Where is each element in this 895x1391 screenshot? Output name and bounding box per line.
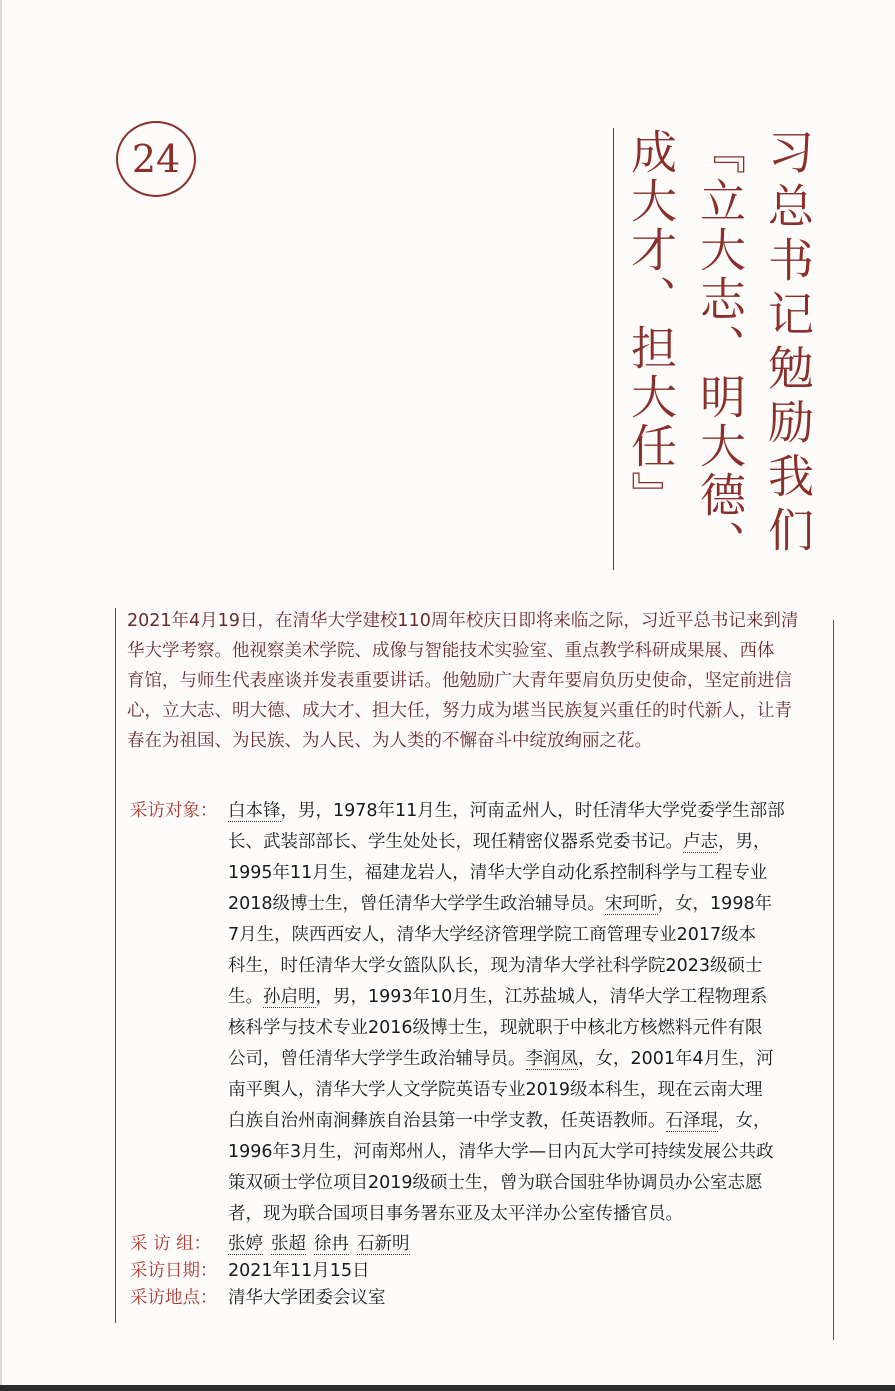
page-bottom-edge xyxy=(0,1385,895,1391)
intro-line: 心，立大志、明大德、成大才、担大任，努力成为堪当民族复兴重任的时代新人，让青 xyxy=(127,701,792,721)
interviewee-text: 白族自治州南涧彝族自治县第一中学支教，任英语教师。 xyxy=(228,1111,666,1131)
interviewee-name: 白本锋 xyxy=(228,801,281,821)
interviewee-text: ，女，2001年4月生，河 xyxy=(578,1049,774,1069)
interviewee-name: 石泽琨 xyxy=(665,1111,718,1131)
title-column-3: 成大才、担大任』 xyxy=(624,128,678,520)
title-column-2: 『立大志、明大德、 xyxy=(693,128,747,569)
interviewee-line xyxy=(228,1199,785,1230)
interviewee-line xyxy=(228,1106,785,1137)
group-member: 徐冉 xyxy=(314,1234,349,1254)
interviewee-text: 长、武装部部长、学生处处长，现任精密仪器系党委书记。 xyxy=(228,832,683,852)
interviewee-text: 科生，时任清华大学女篮队队长，现为清华大学社科学院2023级硕士 xyxy=(228,956,763,976)
left-rule xyxy=(115,608,116,1323)
interviewee-text: 1995年11月生，福建龙岩人，清华大学自动化系控制科学与工程专业 xyxy=(228,863,768,883)
interviewee-text: ，男，1993年10月生，江苏盐城人，清华大学工程物理系 xyxy=(315,987,768,1007)
intro-paragraph xyxy=(127,606,827,756)
interviewee-line xyxy=(228,1044,785,1075)
interviewee-line xyxy=(228,982,785,1013)
date-row xyxy=(130,1258,830,1285)
interviewee-text: 者，现为联合国项目事务署东亚及太平洋办公室传播官员。 xyxy=(228,1204,683,1224)
group-member: 张超 xyxy=(271,1234,306,1254)
place-label: 采访地点： xyxy=(130,1288,218,1308)
interviewee-name: 孙启明 xyxy=(263,987,316,1007)
group-label: 采 访 组： xyxy=(130,1234,212,1254)
title-column-1: 习总书记勉励我们 xyxy=(761,128,815,560)
right-rule xyxy=(833,620,834,1340)
interviewee-text: ，男， xyxy=(718,832,771,852)
interviewee-name: 李润凤 xyxy=(525,1049,578,1069)
page-number-badge: 24 xyxy=(116,121,196,197)
interviewee-text: 7月生，陕西西安人，清华大学经济管理学院工商管理专业2017级本 xyxy=(228,925,757,945)
interviewee-line xyxy=(228,796,785,827)
interviewee-line xyxy=(228,827,785,858)
interviewees-text xyxy=(228,796,785,1230)
interviewee-line xyxy=(228,1013,785,1044)
intro-line: 春在为祖国、为民族、为人民、为人类的不懈奋斗中绽放绚丽之花。 xyxy=(127,731,652,751)
interviewee-line xyxy=(228,1137,785,1168)
intro-line: 2021年4月19日，在清华大学建校110周年校庆日即将来临之际，习近平总书记来到清 xyxy=(127,611,799,631)
interviewee-text: 核科学与技术专业2016级博士生，现就职于中核北方核燃料元件有限 xyxy=(228,1018,763,1038)
interviewee-line xyxy=(228,920,785,951)
interviewee-line xyxy=(228,858,785,889)
date-label: 采访日期： xyxy=(130,1261,218,1281)
title-divider xyxy=(613,128,614,570)
interviewee-line xyxy=(228,1075,785,1106)
intro-line: 华大学考察。他视察美术学院、成像与智能技术实验室、重点教学科研成果展、西体 xyxy=(127,641,775,661)
interviewees-row xyxy=(130,796,830,1230)
group-member: 张婷 xyxy=(228,1234,263,1254)
interviewee-line xyxy=(228,951,785,982)
interview-info xyxy=(130,796,830,1312)
group-row xyxy=(130,1231,830,1258)
interviewee-text: 公司，曾任清华大学学生政治辅导员。 xyxy=(228,1049,526,1069)
interviewee-text: 1996年3月生，河南郑州人，清华大学—日内瓦大学可持续发展公共政 xyxy=(228,1142,774,1162)
interviewee-name: 宋珂昕 xyxy=(605,894,658,914)
interviewee-text: 2018级博士生，曾任清华大学学生政治辅导员。 xyxy=(228,894,606,914)
place-value: 清华大学团委会议室 xyxy=(228,1288,386,1308)
interviewee-text: 生。 xyxy=(228,987,263,1007)
interviewees-label: 采访对象： xyxy=(130,801,218,821)
interviewee-line xyxy=(228,889,785,920)
interviewee-text: 策双硕士学位项目2019级硕士生，曾为联合国驻华协调员办公室志愿 xyxy=(228,1173,763,1193)
intro-line: 育馆，与师生代表座谈并发表重要讲话。他勉励广大青年要肩负历史使命，坚定前进信 xyxy=(127,671,792,691)
interviewee-line xyxy=(228,1168,785,1199)
page-edge xyxy=(0,0,2,1391)
place-row xyxy=(130,1285,830,1312)
interviewee-text: ，女，1998年 xyxy=(657,894,773,914)
interviewee-text: 南平舆人，清华大学人文学院英语专业2019级本科生，现在云南大理 xyxy=(228,1080,763,1100)
group-members xyxy=(228,1231,410,1258)
interviewee-text: ，男，1978年11月生，河南孟州人，时任清华大学党委学生部部 xyxy=(280,801,785,821)
group-member: 石新明 xyxy=(357,1234,410,1254)
interviewee-text: ，女， xyxy=(718,1111,771,1131)
interviewee-name: 卢志 xyxy=(683,832,718,852)
date-value: 2021年11月15日 xyxy=(228,1261,370,1281)
